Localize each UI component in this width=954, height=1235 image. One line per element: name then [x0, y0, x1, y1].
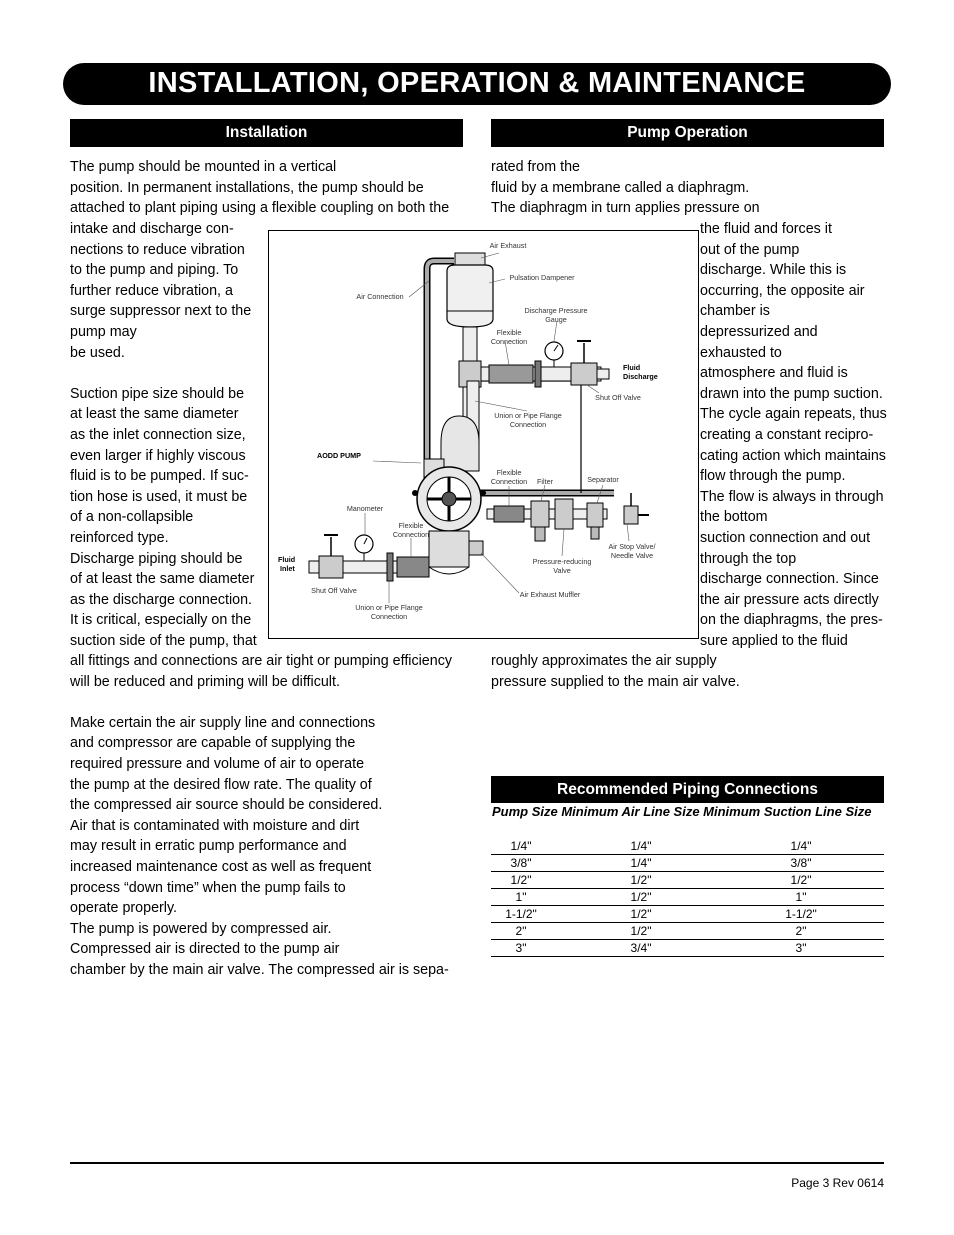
- pump-outlet-manifold: [441, 416, 479, 471]
- installation-text-wrap: [70, 219, 257, 651]
- text-line: at least the same diameter: [70, 406, 239, 423]
- text-line: suction side of the pump, that: [70, 632, 257, 649]
- flexible-connection-mid: [494, 506, 524, 522]
- text-line: sure applied to the fluid: [700, 632, 848, 649]
- label-shutoff-low: Shut Off Valve: [311, 586, 357, 595]
- label-fluid-inlet-2: Inlet: [280, 564, 295, 573]
- table-cell: 1/4": [630, 839, 652, 853]
- text-line: and compressor are capable of supplying the: [70, 735, 356, 752]
- fluid-inlet-stub: [309, 561, 319, 573]
- text-line: cating action which maintains: [700, 447, 886, 464]
- pump-inlet-manifold: [429, 531, 469, 567]
- pump-base: [429, 567, 469, 574]
- label-flex-conn-low-1: Flexible: [398, 521, 424, 530]
- text-line: on the diaphragms, the pres-: [700, 612, 883, 629]
- exhaust-port: [469, 541, 483, 555]
- text-line: Air that is contaminated with moisture and dirt: [70, 817, 360, 834]
- label-flex-conn-top-1: Flexible: [496, 328, 522, 337]
- table-cell: 1/2": [630, 873, 652, 887]
- separator: [587, 503, 603, 527]
- text-line: be used.: [70, 344, 125, 361]
- text-line: nections to reduce vibration: [70, 241, 245, 258]
- text-line: Make certain the air supply line and connections: [70, 714, 376, 731]
- text-line: the air pressure acts directly: [700, 591, 879, 608]
- label-pressure-reducing-1: Pressure-reducing: [532, 557, 592, 566]
- text-line: rated from the: [491, 159, 580, 175]
- text-line: position. In permanent installations, the pump should be: [70, 179, 424, 196]
- text-line: discharge connection. Since: [700, 571, 879, 588]
- label-flex-conn-mid-1: Flexible: [496, 468, 522, 477]
- label-filter: Filter: [537, 477, 553, 486]
- text-line: [70, 692, 452, 713]
- text-line: further reduce vibration, a: [70, 282, 233, 299]
- text-line: through the top: [700, 550, 797, 567]
- text-line: as the inlet connection size,: [70, 426, 246, 443]
- leader-lines: [365, 253, 629, 603]
- text-line: the pump at the desired flow rate. The quality of: [70, 776, 372, 793]
- text-line: tion hose is used, it must be: [70, 488, 248, 505]
- text-line: required pressure and volume of air to operate: [70, 755, 365, 772]
- flexible-connection-low: [397, 557, 429, 577]
- label-separator: Separator: [587, 475, 619, 484]
- text-line: Compressed air is directed to the pump air: [70, 941, 340, 958]
- piping-table-column-header: Pump Size Minimum Air Line Size Minimum Suction Line Size: [492, 804, 872, 819]
- label-fluid-discharge-2: Discharge: [623, 372, 658, 381]
- text-line: attached to plant piping using a flexible coupling on both the: [70, 200, 450, 217]
- table-cell: 1/2": [790, 873, 812, 887]
- text-line: creating a constant recipro-: [700, 426, 874, 443]
- table-cell: 2": [795, 924, 807, 938]
- text-line: flow through the pump.: [700, 468, 846, 485]
- label-flex-conn-low-2: Connection: [392, 530, 430, 539]
- discharge-outlet: [597, 369, 609, 379]
- text-line: discharge. While this is: [700, 262, 847, 279]
- text-line: Discharge piping should be: [70, 550, 243, 567]
- text-line: of at least the same diameter: [70, 571, 255, 588]
- text-line: depressurized and: [700, 323, 818, 340]
- table-cell: 2": [515, 924, 527, 938]
- table-row: [491, 889, 884, 906]
- text-line: The diaphragm in turn applies pressure on: [491, 200, 760, 217]
- label-discharge-gauge-2: Gauge: [545, 315, 567, 324]
- text-line: the bottom: [700, 509, 768, 526]
- label-union-low-1: Union or Pipe Flange: [355, 603, 423, 612]
- label-manometer: Manometer: [346, 504, 384, 513]
- piping-table-body: [491, 838, 884, 957]
- table-cell: 1/4": [790, 839, 812, 853]
- text-line: atmosphere and fluid is: [700, 365, 848, 382]
- operation-text-top: [491, 157, 760, 219]
- flange-low: [387, 553, 393, 581]
- table-row: [491, 872, 884, 889]
- table-cell: 1": [795, 890, 807, 904]
- pump-hub: [442, 492, 456, 506]
- page-number: Page 3 Rev 0614: [791, 1176, 884, 1190]
- text-line: The pump is powered by compressed air.: [70, 920, 332, 937]
- pump-bolt-left: [412, 490, 418, 496]
- text-line: pump may: [70, 323, 137, 340]
- label-union-low-2: Connection: [370, 612, 408, 621]
- text-line: to the pump and piping. To: [70, 262, 239, 279]
- label-air-stop-1: Air Stop Valve/: [608, 542, 656, 551]
- text-line: may result in erratic pump performance and: [70, 838, 347, 855]
- label-fluid-inlet-1: Fluid: [278, 555, 296, 564]
- table-cell: 1/2": [630, 924, 652, 938]
- table-cell: 1-1/2": [785, 907, 817, 921]
- table-cell: 1/4": [510, 839, 532, 853]
- text-line: The cycle again repeats, thus: [700, 406, 887, 423]
- text-line: out of the pump: [700, 241, 800, 258]
- filter: [531, 501, 549, 527]
- pump-bolt-right: [480, 490, 486, 496]
- label-air-exhaust-muffler: Air Exhaust Muffler: [519, 590, 581, 599]
- label-union-top-1: Union or Pipe Flange: [494, 411, 562, 420]
- text-line: all fittings and connections are air tight or pumping efficiency: [70, 653, 452, 669]
- shutoff-valve-top: [571, 363, 597, 385]
- text-line: The pump should be mounted in a vertical: [70, 159, 337, 175]
- flexible-connection-top: [489, 365, 533, 383]
- text-line: drawn into the pump suction.: [700, 385, 883, 402]
- table-cell: 1/2": [510, 873, 532, 887]
- operation-text-wrap: [700, 219, 887, 651]
- text-line: It is critical, especially on the: [70, 612, 252, 629]
- label-pressure-reducing-2: Valve: [553, 566, 571, 575]
- text-line: fluid is to be pumped. If suc-: [70, 468, 249, 485]
- label-air-exhaust: Air Exhaust: [489, 241, 527, 250]
- pump-diagram-svg: [269, 231, 700, 640]
- label-pulsation-dampener: Pulsation Dampener: [509, 273, 575, 282]
- table-cell: 3/8": [790, 856, 812, 870]
- table-cell: 3": [515, 941, 527, 955]
- text-line: occurring, the opposite air: [700, 282, 865, 299]
- text-line: pressure supplied to the main air valve.: [491, 673, 740, 690]
- pump-installation-diagram: [268, 230, 699, 639]
- text-line: reinforced type.: [70, 529, 169, 546]
- text-line: the compressed air source should be considered.: [70, 797, 383, 814]
- air-stop-valve: [624, 506, 638, 524]
- text-line: increased maintenance cost as well as frequent: [70, 858, 372, 875]
- text-line: roughly approximates the air supply: [491, 653, 717, 669]
- table-cell: 1": [515, 890, 527, 904]
- label-air-stop-2: Needle Valve: [610, 551, 654, 560]
- table-row: [491, 838, 884, 855]
- text-line: chamber by the main air valve. The compressed air is sepa-: [70, 961, 449, 978]
- table-row: [491, 923, 884, 940]
- installation-text-bottom: [70, 651, 452, 981]
- label-aodd-pump: AODD PUMP: [317, 451, 361, 460]
- table-cell: 1/2": [630, 890, 652, 904]
- table-cell: 3/4": [630, 941, 652, 955]
- text-line: operate properly.: [70, 900, 178, 917]
- text-line: the fluid and forces it: [700, 221, 832, 237]
- label-shutoff-top: Shut Off Valve: [595, 393, 641, 402]
- label-union-top-2: Connection: [509, 420, 547, 429]
- text-line: will be reduced and priming will be difficult.: [70, 673, 340, 690]
- table-cell: 1/2": [630, 907, 652, 921]
- table-cell: 3": [795, 941, 807, 955]
- pulsation-dampener: [447, 265, 493, 327]
- table-row: [491, 906, 884, 923]
- text-line: Suction pipe size should be: [70, 385, 245, 402]
- text-line: surge suppressor next to the: [70, 303, 252, 320]
- table-row: [491, 940, 884, 957]
- pressure-reducing-valve: [555, 499, 573, 529]
- text-line: as the discharge connection.: [70, 591, 253, 608]
- page-title: INSTALLATION, OPERATION & MAINTENANCE: [148, 67, 806, 99]
- piping-table-heading: Recommended Piping Connections: [491, 776, 884, 803]
- footer-rule: [70, 1162, 884, 1164]
- pump-operation-heading: Pump Operation: [491, 119, 884, 147]
- label-fluid-discharge-1: Fluid: [623, 363, 641, 372]
- text-line: intake and discharge con-: [70, 221, 234, 237]
- installation-text-top: [70, 157, 449, 219]
- operation-text-bottom: [491, 651, 740, 692]
- label-air-connection: Air Connection: [356, 292, 404, 301]
- text-line: even larger if highly viscous: [70, 447, 246, 464]
- label-flex-conn-mid-2: Connection: [490, 477, 528, 486]
- label-discharge-gauge-1: Discharge Pressure: [524, 306, 588, 315]
- table-row: [491, 855, 884, 872]
- text-line: exhausted to: [700, 344, 782, 361]
- text-line: The flow is always in through: [700, 488, 884, 505]
- text-line: chamber is: [700, 303, 770, 320]
- flange-top: [535, 361, 541, 387]
- installation-heading: Installation: [70, 119, 463, 147]
- shutoff-valve-low: [319, 556, 343, 578]
- title-banner: [63, 63, 891, 105]
- separator-bowl: [591, 527, 599, 539]
- table-cell: 3/8": [510, 856, 532, 870]
- text-line: fluid by a membrane called a diaphragm.: [491, 179, 750, 196]
- filter-bowl: [535, 527, 545, 541]
- text-line: process “down time” when the pump fails to: [70, 879, 346, 896]
- table-cell: 1/4": [630, 856, 652, 870]
- text-line: of a non-collapsible: [70, 509, 194, 526]
- text-line: [70, 363, 257, 384]
- text-line: suction connection and out: [700, 529, 871, 546]
- table-cell: 1-1/2": [505, 907, 537, 921]
- dampener-cap: [455, 253, 485, 265]
- label-flex-conn-top-2: Connection: [490, 337, 528, 346]
